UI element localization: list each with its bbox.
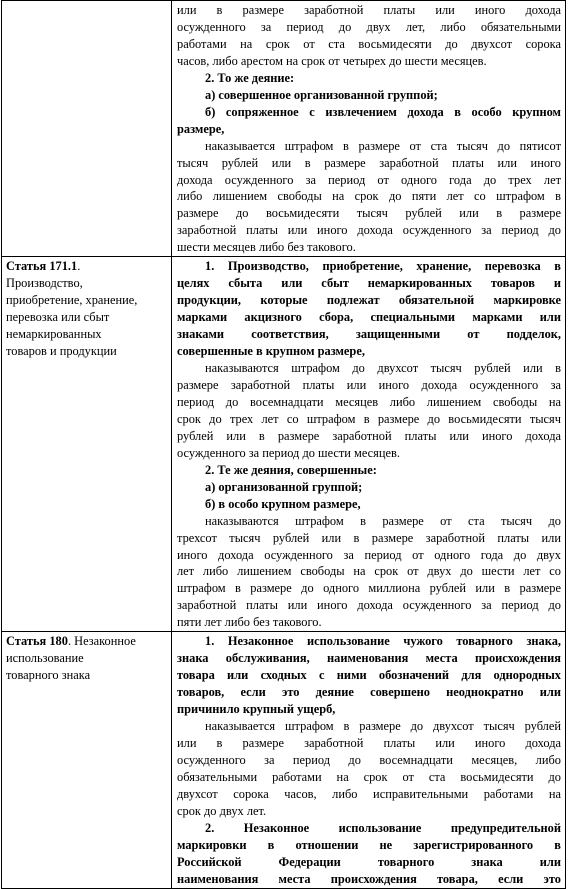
article-penalty-line: рублей или в размере заработной платы или иного дохода — [177, 428, 561, 443]
article-clause-line: размере, — [177, 121, 225, 136]
article-title-line: товаров и продукции — [6, 344, 117, 359]
table-row — [2, 632, 566, 888]
article-penalty-line: тысяч рублей или в размере заработной платы или иного — [177, 155, 561, 170]
article-clause-line: б) сопряженное с извлечением дохода в особо крупном — [205, 104, 561, 119]
article-heading — [6, 258, 169, 275]
article-text-cell — [172, 257, 566, 632]
table-body — [2, 1, 566, 889]
article-penalty-line: или в размере заработной платы или иного дохода — [177, 3, 561, 17]
article-penalty-line: дохода осужденного за период от одного года до трех лет — [177, 172, 561, 187]
article-number: Статья 171.1 — [6, 259, 78, 274]
article-penalty-line: лет либо лишением свободы на срок от двух до шести лет со — [177, 564, 561, 579]
article-penalty-line: наказываются штрафом в размере от ста тысяч до — [205, 513, 561, 528]
article-clause-line: целях сбыта или сбыт немаркированных товаров и — [177, 276, 561, 291]
article-penalty-line: срок до трех лет со штрафом в размере до восьмидесяти тысяч — [177, 411, 561, 426]
article-text-cell — [172, 1, 566, 257]
article-penalty-line: трехсот тысяч рублей или в размере заработной платы или — [177, 530, 561, 545]
article-clause-line: б) в особо крупном размере, — [205, 496, 361, 511]
article-title-cell — [2, 257, 172, 632]
article-title-line: немаркированных — [6, 327, 102, 342]
article-penalty-line: период до восемнадцати месяцев либо лишением свободы на — [177, 394, 561, 409]
article-heading — [6, 633, 169, 650]
article-clause-line: причинило крупный ущерб, — [177, 702, 336, 717]
article-title-line: Производство, — [6, 276, 83, 291]
article-penalty-line: либо лишением свободы на срок до пяти лет со штрафом в — [177, 189, 561, 204]
article-clause-line: 1. Производство, приобретение, хранение, перевозка в — [205, 259, 561, 274]
criminal-code-table — [1, 0, 566, 889]
article-text-cell — [172, 632, 566, 888]
article-clause-line: а) совершенное организованной группой; — [205, 87, 438, 102]
article-penalty-line: заработной платы или иного дохода осужденного за период до — [177, 598, 561, 613]
article-clause-line: совершенные в крупном размере, — [177, 344, 365, 359]
article-penalty-line: работами на срок от ста восьмидесяти до двухсот сорока — [177, 36, 561, 51]
article-clause-line: марками акцизного сбора, специальными марками или — [177, 310, 561, 325]
article-heading-suffix: . Незаконное — [67, 634, 136, 649]
article-clause-line: Российской Федерации товарного знака или — [177, 854, 561, 869]
article-clause-line: маркировки в отношении не зарегистрированного в — [177, 837, 561, 852]
article-penalty-line: двухсот сорока часов, либо исправительными работами на — [177, 786, 561, 801]
article-penalty-line: часов, либо арестом на срок от четырех до шести месяцев. — [177, 53, 487, 68]
article-penalty-line: осужденного за период до шести месяцев. — [177, 445, 400, 460]
article-penalty-line: иного дохода осужденного за период от одного года до двух — [177, 547, 561, 562]
article-clause-line: товаров, если это деяние совершено неоднократно или — [177, 685, 561, 700]
article-penalty-line: осужденного за период до двух лет, либо обязательными — [177, 19, 561, 34]
article-clause-line: знаками соответствия, защищенными от подделок, — [177, 327, 561, 342]
article-penalty-line: штрафом в размере до одного миллиона рублей или в размере — [177, 581, 561, 596]
article-penalty-line: или в размере заработной платы или иного дохода — [177, 735, 561, 750]
article-title-line: использование — [6, 651, 84, 666]
article-penalty-line: наказывается штрафом в размере до двухсот тысяч рублей — [205, 719, 561, 734]
article-clause-line: 2. Незаконное использование предупредительной — [205, 820, 561, 835]
article-penalty-line: наказываются штрафом до двухсот тысяч рублей или в — [205, 361, 561, 376]
article-title-line: товарного знака — [6, 668, 91, 683]
article-title-cell — [2, 1, 172, 257]
article-penalty-line: пяти лет либо без такового. — [177, 615, 322, 630]
article-penalty-line: срок до двух лет. — [177, 803, 267, 818]
article-penalty-line: обязательными работами на срок от ста восьмидесяти до — [177, 769, 561, 784]
article-clause-line: а) организованной группой; — [205, 479, 363, 494]
article-penalty-line: наказывается штрафом в размере от ста тысяч до пятисот — [205, 138, 561, 153]
article-number: Статья 180 — [6, 634, 68, 649]
article-clause-line: 2. Те же деяния, совершенные: — [205, 462, 377, 477]
article-penalty-line: шести месяцев либо без такового. — [177, 240, 356, 255]
article-penalty-line: размере заработной платы или иного дохода осужденного за — [177, 377, 561, 392]
article-heading-suffix: . — [77, 259, 81, 274]
article-clause-line: продукции, которые подлежат обязательной маркировке — [177, 293, 561, 308]
article-clause-line: товара или сходных с ними обозначений для однородных — [177, 668, 561, 683]
article-penalty-line: заработной платы или иного дохода осужденного за период до — [177, 223, 561, 238]
article-clause-line: 2. То же деяние: — [205, 70, 295, 85]
article-title-line: перевозка или сбыт — [6, 310, 110, 325]
article-clause-line: наименования места происхождения товара, если это — [177, 871, 561, 886]
article-penalty-line: осужденного за период до восемнадцати месяцев, либо — [177, 752, 561, 767]
table-row — [2, 257, 566, 632]
article-clause-line: знака обслуживания, наименования места происхождения — [177, 651, 561, 666]
table-row — [2, 1, 566, 257]
article-penalty-line: размере до восьмидесяти тысяч рублей или в размере — [177, 206, 561, 221]
article-clause-line: 1. Незаконное использование чужого товарного знака, — [205, 634, 561, 649]
article-title-line: приобретение, хранение, — [6, 293, 138, 308]
article-title-cell — [2, 632, 172, 888]
